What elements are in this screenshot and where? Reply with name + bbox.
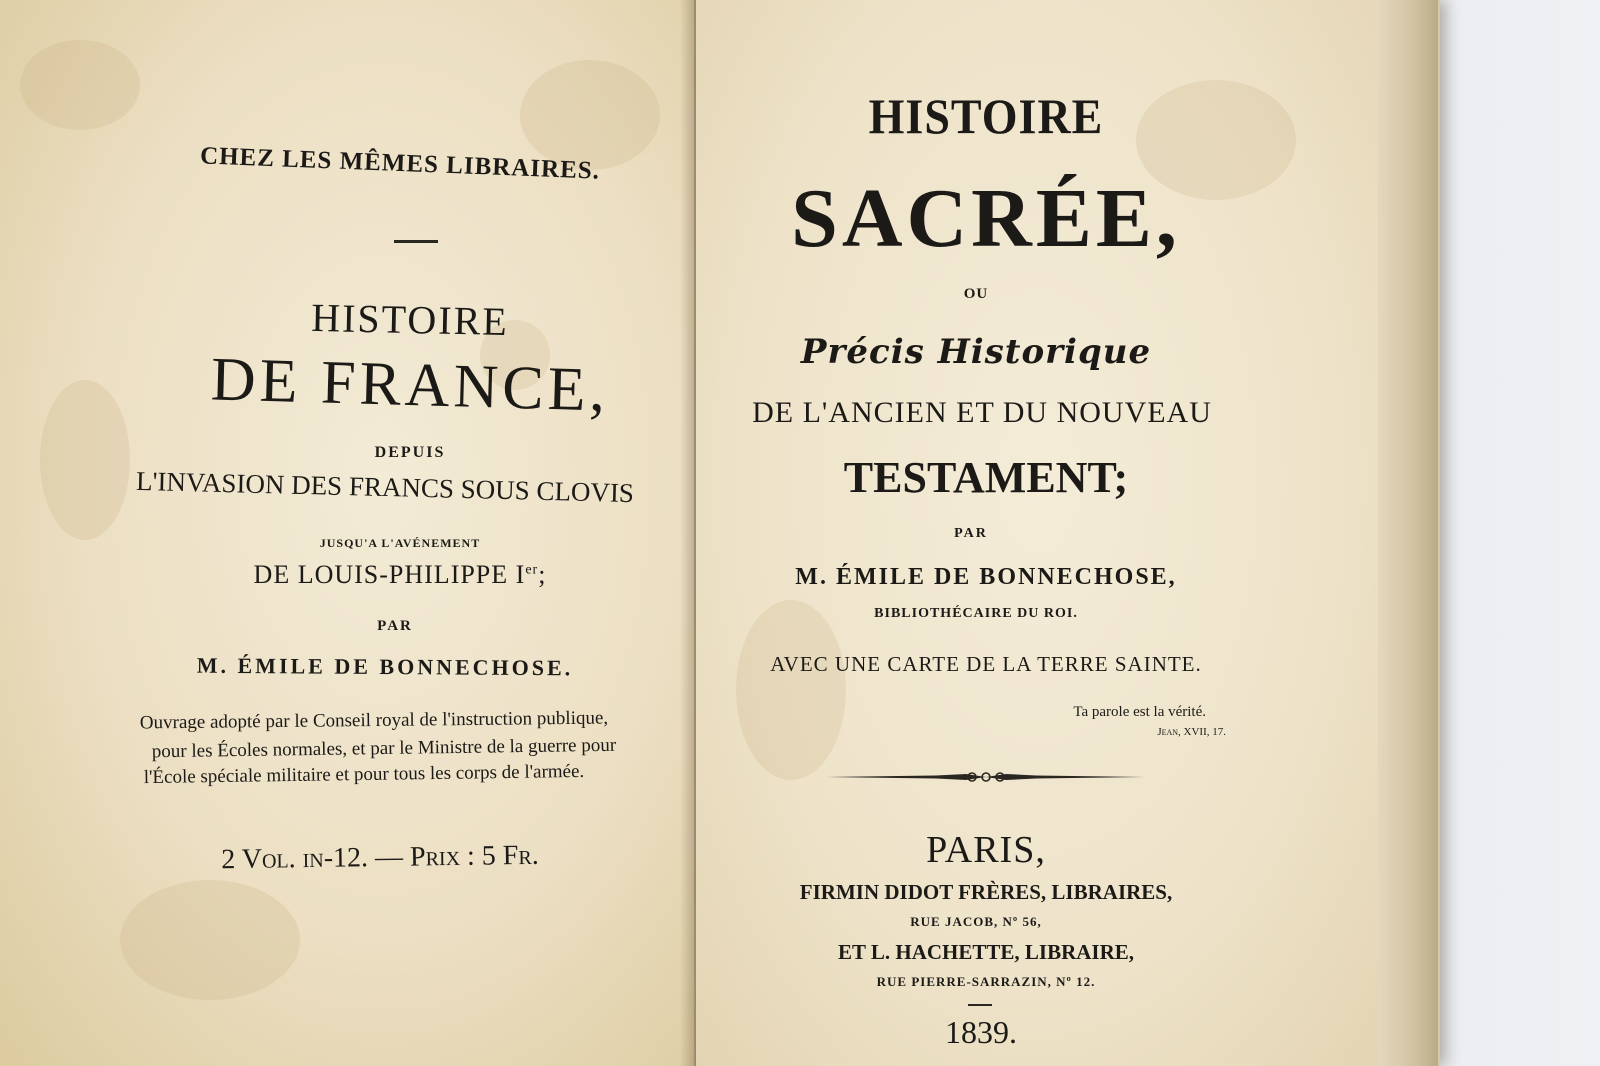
- left-subtitle3-sup: er: [525, 562, 539, 578]
- right-address2: RUE PIERRE-SARRAZIN, Nº 12.: [876, 974, 1096, 989]
- right-author-title: BIBLIOTHÉCAIRE DU ROI.: [874, 606, 1078, 621]
- left-note-line3: l'École spéciale militaire et pour tous les corps de l'armée.: [143, 760, 585, 789]
- left-subtitle1: L'INVASION DES FRANCS SOUS CLOVIS: [135, 465, 635, 509]
- left-author: M. ÉMILE DE BONNECHOSE.: [196, 652, 574, 681]
- left-note-line1: Ouvrage adopté par le Conseil royal de l'instruction publique,: [139, 707, 609, 734]
- left-title-line2: DE FRANCE,: [210, 345, 611, 425]
- left-title-line1: HISTOIRE: [310, 294, 510, 345]
- left-price: 2 Vol. in-12. — Prix : 5 Fr.: [221, 839, 539, 876]
- right-title-line1: HISTOIRE: [868, 88, 1104, 145]
- right-publisher1: FIRMIN DIDOT FRÈRES, LIBRAIRES,: [799, 880, 1173, 904]
- left-par: PAR: [377, 618, 413, 634]
- foxing-spot: [520, 60, 660, 170]
- foxing-spot: [20, 40, 140, 130]
- left-subtitle3-main: DE LOUIS-PHILIPPE I: [253, 560, 526, 589]
- right-year: 1839.: [945, 1014, 1017, 1050]
- right-author: M. ÉMILE DE BONNECHOSE,: [795, 564, 1177, 590]
- right-ou: OU: [963, 286, 989, 302]
- right-carte: AVEC UNE CARTE DE LA TERRE SAINTE.: [770, 652, 1202, 676]
- left-depuis: DEPUIS: [374, 444, 446, 461]
- page-block-edge: [1378, 0, 1438, 1066]
- right-year-rule: [968, 1004, 992, 1006]
- right-page: [696, 0, 1382, 1066]
- left-subtitle2: JUSQU'A L'AVÉNEMENT: [319, 536, 481, 550]
- foxing-spot: [120, 880, 300, 1000]
- foxing-spot: [40, 380, 130, 540]
- right-epigraph-ref: Jean, XVII, 17.: [1157, 726, 1226, 738]
- left-subtitle3-end: ;: [538, 560, 547, 589]
- left-page: [0, 0, 694, 1066]
- left-header-rule: [394, 240, 438, 243]
- left-subtitle3: [200, 560, 600, 590]
- right-line-ancien: DE L'ANCIEN ET DU NOUVEAU: [752, 396, 1212, 429]
- right-title-line2: SACRÉE,: [791, 172, 1181, 265]
- left-header: CHEZ LES MÊMES LIBRAIRES.: [199, 142, 601, 185]
- foxing-spot: [736, 600, 846, 780]
- right-epigraph: Ta parole est la vérité.: [1073, 704, 1206, 720]
- right-precis: Précis Historique: [800, 332, 1152, 372]
- right-publisher2: ET L. HACHETTE, LIBRAIRE,: [837, 940, 1135, 964]
- decorative-rule-ornament: [826, 768, 1146, 786]
- right-par: PAR: [954, 526, 988, 541]
- right-address1: RUE JACOB, Nº 56,: [910, 914, 1042, 929]
- right-city: PARIS,: [926, 829, 1046, 871]
- right-testament: TESTAMENT;: [843, 453, 1129, 502]
- left-note-line2: pour les Écoles normales, et par le Ministre de la guerre pour: [151, 734, 617, 763]
